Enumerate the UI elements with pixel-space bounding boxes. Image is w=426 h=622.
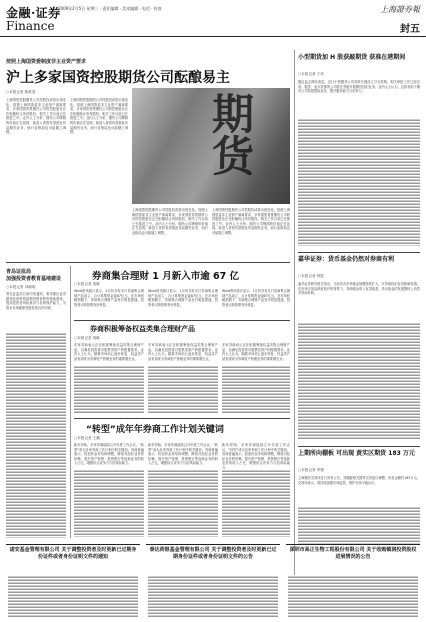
sub-story-col-3-continued (222, 365, 290, 413)
right-top-body-continued (298, 118, 420, 246)
newspaper-logo: 上海證券報 (380, 5, 420, 14)
sub-story-col-3: 多家券商表示正在积极筹备权益类集合理财产品，以满足投资者对股票类资产的配置需求。业内人士认为，随着市场信心逐步恢复，权益类产品有望成为券商资产管理业务的重要增长点。 (222, 343, 290, 361)
right-mid-body-continued (298, 322, 420, 440)
right-divider-2 (298, 446, 420, 447)
bottom-story-col-3: 新年伊始，多家券商陆续召开年度工作会议，“转型”成为各家券商工作计划中的关键词。券商普遍表示，将加快业务结构调整，降低对经纪业务的依赖，提升资产管理、投资银行等创新业务的收入占比，增强综合竞争力与抗风险能力。 (222, 443, 290, 469)
announcement-1-body (8, 575, 138, 617)
sub-story-headline: 券商积极筹备权益类集合理财产品 (90, 325, 195, 333)
announcement-box-2 (146, 544, 280, 619)
left-sidebar-divider (70, 266, 71, 538)
lead-body-col-3: 上海国资控股期货公司控股权或将出现变化。按照上海国资委非主业资产剥离要求，多家国资背景期货公司的控股股东正在酝酿转让所持股权，相关工作目前已在推进之中。业内人士分析，期货公司牌照的价值正在显现，新进入者将有望借此布局期货业务，而行业格局也可能随之调整。 (132, 208, 208, 235)
right-low-headline: 上期所向棚板 可出现 黄实区期货 183 万元 (298, 450, 415, 457)
right-mid-body: 嘉华证券研究报告指出，当前货币市场基金规模持续扩大，对券商经纪业务影响有限。在市场交易活跃度回升的背景下，券商佣金收入有望改善，货币基金的发展整体上仍然对券商有利。 (298, 282, 420, 296)
page-masthead (0, 0, 426, 37)
announcement-box-3 (286, 544, 420, 619)
announcement-box-1 (6, 544, 140, 619)
left-sidebar-body-continued (6, 332, 66, 538)
lead-photo (132, 88, 290, 204)
right-divider-1 (298, 252, 420, 253)
announcement-2-body (148, 575, 278, 617)
announcement-3-body (288, 575, 418, 617)
section-title-en: Finance (6, 19, 55, 33)
section-title: 金融·证券 (6, 6, 61, 20)
right-mid-headline: 嘉华证券：货币基金仍然对券商有利 (298, 256, 395, 263)
bottom-story-col-3-continued (222, 469, 290, 537)
left-sidebar-headline: 加强投资者教育基地建设 (6, 276, 62, 282)
right-low-body: 上海期货交易所近日发布公告，对棚板相关期货交易进行调整，涉及金额约183万元。交易所表示，将持续加强市场监管，维护市场平稳运行。 (298, 476, 420, 485)
left-sidebar-kicker: 青岛证监局 (6, 269, 32, 275)
lead-body-col-2: 上海国资控股期货公司控股权或将出现变化。按照上海国资委非主业资产剥离要求，多家国资背景期货公司的控股股东正在酝酿转让所持股权，相关工作目前已在推进之中。业内人士分析，期货公司牌照的价值正在显现，新进入者将有望借此布局期货业务，而行业格局也可能随之调整。 (70, 98, 128, 135)
sub-story-rule (74, 418, 290, 419)
left-sidebar-byline: ○本报记者 刘晓明 (6, 285, 36, 289)
right-top-byline: ○本报记者 于祥 (298, 72, 324, 76)
mid-story-headline: 券商集合理财 1 月新入市逾 67 亿 (92, 271, 240, 282)
mid-story-col-1: Wind资讯统计显示，1月份共有多只券商集合理财产品成立，合计募集资金逾67亿元。在市场回暖预期下，券商集合理财产品发行明显提速，投资者认购热情有所恢复。 (74, 289, 144, 307)
lead-body-col-4: 上海国资控股期货公司控股权或将出现变化。按照上海国资委非主业资产剥离要求，多家国资背景期货公司的控股股东正在酝酿转让所持股权，相关工作目前已在推进之中。业内人士分析，期货公司牌照的价值正在显现，新进入者将有望借此布局期货业务，而行业格局也可能随之调整。 (212, 208, 290, 235)
announcement-3-title: 深圳市高正生物工程股份有限公司 关于收购镇润投资股权进展情况的公告 (289, 547, 417, 560)
sub-story-col-1: 多家券商表示正在积极筹备权益类集合理财产品，以满足投资者对股票类资产的配置需求。业内人士认为，随着市场信心逐步恢复，权益类产品有望成为券商资产管理业务的重要增长点。 (74, 343, 144, 361)
right-top-headline: 小型期货加 H 股获敲期货 获准在港期间 (298, 54, 406, 61)
left-sidebar-body: 青岛证监局日前印发通知，要求辖区证券期货经营机构加强投资者教育基地建设，提高投资者风险意识与自我保护能力，为资本市场健康发展营造良好环境。 (6, 292, 66, 310)
column-divider (294, 50, 295, 610)
bottom-story-col-1: 新年伊始，多家券商陆续召开年度工作会议，“转型”成为各家券商工作计划中的关键词。券商普遍表示，将加快业务结构调整，降低对经纪业务的依赖，提升资产管理、投资银行等创新业务的收入占比，增强综合竞争力与抗风险能力。 (74, 443, 144, 466)
mid-story-col-2: Wind资讯统计显示，1月份共有多只券商集合理财产品成立，合计募集资金逾67亿元。在市场回暖预期下，券商集合理财产品发行明显提速，投资者认购热情有所恢复。 (148, 289, 218, 307)
lead-body-col-1: 上海国资控股期货公司控股权或将出现变化。按照上海国资委非主业资产剥离要求，多家国资背景期货公司的控股股东正在酝酿转让所持股权，相关工作目前已在推进之中。业内人士分析，期货公司牌照的价值正在显现，新进入者将有望借此布局期货业务，而行业格局也可能随之调整。 (6, 98, 66, 135)
right-top-body: 据证监会网站消息，近日小型期货公司获准在港设立分支机构，相关审批工作已经完成。据悉，此次获准的公司将在香港开展期货经纪业务，业内人士认为，这将有助于期货公司拓展国际业务，提升服务能力与竞争力。 (298, 80, 420, 94)
bottom-story-col-1-continued (74, 469, 144, 537)
photo-caption-text: 期货 (206, 92, 255, 176)
masthead-info: 2009年2月5日 星期三 · 责任编辑 · 美术编辑 · 电话 · 传真 (58, 6, 162, 11)
lead-headline: 沪上多家国资控股期货公司酝酿易主 (6, 70, 230, 86)
lead-bottom-rule (6, 262, 290, 263)
lead-byline: ○本报记者 陈维善 (6, 90, 36, 94)
mid-story-rule (74, 320, 290, 321)
right-low-byline: ○本报记者 李强 (298, 468, 324, 472)
sub-story-byline: ○本报记者 周翀 (74, 336, 100, 340)
sub-story-col-1-continued (74, 365, 144, 413)
announcement-2-title: 泰达荷银基金管理有限公司 关于调整投资者及时更新已过期身份证件或者身份证明文件的公告 (149, 547, 277, 560)
sub-story-col-2-continued (148, 365, 218, 413)
right-low-body-continued (298, 506, 420, 546)
mid-story-col-3: Wind资讯统计显示，1月份共有多只券商集合理财产品成立，合计募集资金逾67亿元。在市场回暖预期下，券商集合理财产品发行明显提速，投资者认购热情有所恢复。 (222, 289, 290, 307)
bottom-story-headline: “转型”成年年券商工作计划关键词 (86, 425, 224, 435)
page-number: 封五 (400, 24, 420, 35)
bottom-story-col-2: 新年伊始，多家券商陆续召开年度工作会议，“转型”成为各家券商工作计划中的关键词。券商普遍表示，将加快业务结构调整，降低对经纪业务的依赖，提升资产管理、投资银行等创新业务的收入占比，增强综合竞争力与抗风险能力。 (148, 443, 218, 466)
sub-story-col-2: 多家券商表示正在积极筹备权益类集合理财产品，以满足投资者对股票类资产的配置需求。业内人士认为，随着市场信心逐步恢复，权益类产品有望成为券商资产管理业务的重要增长点。 (148, 343, 218, 361)
bottom-story-byline: ○本报记者 王璐 (74, 436, 100, 440)
lead-kicker: 按照上海国资委制度非主业资产要求 (6, 59, 87, 65)
bottom-story-col-2-continued (148, 469, 218, 537)
announcement-1-title: 诺安基金管理有限公司 关于调整投资者及时更新已过期身份证件或者身份证明文件的通知 (9, 547, 137, 560)
mid-story-byline: ○本报记者 周翀 (74, 282, 100, 286)
right-mid-byline: ○本报记者 钟振 (298, 274, 324, 278)
